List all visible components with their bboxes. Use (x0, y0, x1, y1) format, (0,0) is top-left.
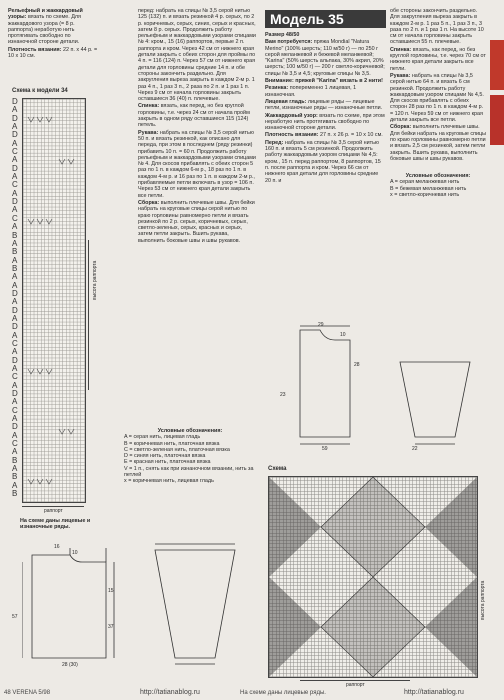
pered-label: Перед: (265, 139, 284, 146)
dim-15: 15 (108, 588, 114, 594)
rez-label: Резинка: (265, 85, 289, 92)
red-tab (490, 40, 504, 90)
lic-label: Лицевая гладь: (265, 98, 307, 105)
attention-text: Внимание: пряжей "Karina" вязать в 2 нити! (265, 78, 383, 85)
r-rukava-label: Рукава: (390, 72, 411, 79)
dim-57: 57 (12, 614, 18, 620)
material-label: Вам потребуется: (265, 39, 313, 46)
rez-text: попеременно 1 лицевая, 1 изнаночная. (265, 85, 357, 98)
legend-a: A = серая нить, лицевая гладь (124, 434, 201, 441)
density-text: 22 п. x 44 р. = 10 x 10 см. (8, 46, 98, 60)
rapport-height-line (88, 240, 89, 390)
spina-text: вязать, как перед, но без круглой горловины, т.е. через 24 см от начала пройм закрыть в одном ряду оставшиеся 115 (124) петель. (138, 103, 250, 129)
lic-text: лицевые ряды — лицевые петли, изнаночные ряды — изнаночные петли. (265, 98, 383, 112)
dim-10: 10 (72, 550, 78, 556)
zhak-label: Жаккардовый узор: (265, 112, 318, 119)
legend-b: B = коричневая нить, платочная вязка (124, 440, 220, 447)
size-label: Размер 48/50 (265, 32, 300, 38)
legend-x: x = коричневая нить, лицевая гладь (124, 478, 214, 485)
pered-text: набрать на спицы № 3,5 серой нитью 160 п. и вязать 5 см резинкой. Продолжить работу жаккардовым узором спицами № 4,5: кром., 15 п. перед раппортом, 8 раппортов, 15 п. после раппорта и кром. Через 66 см от нижнего края детали для горловины средние 20 п. и (265, 139, 381, 184)
r-dim-10: 10 (340, 332, 346, 338)
big-scheme-title: Схема (268, 466, 287, 472)
front-text: перед: набрать на спицы № 3,5 серой нитью 125 (132) п. и вязать резинкой 4 р. серых, по 2 р. коричневых, серых, синих, серых и красных, затем 8 р. серых. Продолжить работу рельефным и жаккардовыми узорами спицами № 4: кром., 15 (16) раппортов, первые 2 п. раппорта и кром. Через 42 см от нижнего края детали закрыть с обеих сторон для проймы по 4 п. = 116 (124) п. Через 57 см от нижнего края детали для горловины средние 14 п. и обе стороны закончить раздельно. Для закругления выреза закрыть в каждом 2-м р. 1 раз 4 п., 1 раз 3 п., 2 раза по 2 п. и 1 раз 1 п. Через 9 см от начала горловины закрыть оставшиеся 36 (40) п. плечевые. (138, 8, 256, 103)
red-tab-lower (490, 95, 504, 145)
r-dim-29: 29 (318, 322, 324, 328)
spina-label: Спинка: (138, 103, 160, 110)
right-side-column (390, 8, 486, 198)
r-dim-28: 28 (354, 362, 360, 368)
model-35-grid (268, 476, 478, 678)
relief-text: вязать по схеме. Для жаккардового узора (= 8 р. раппорта) неработую нить протягивать свободно по изнаночной стороне детали. (8, 14, 81, 46)
pattern-letter-column: DADADACADACADACABABABAADADADACADACADACADACABABAB (12, 97, 18, 499)
r-spina-label: Спинка: (390, 46, 412, 53)
big-rapport-height: высота раппорта (480, 580, 486, 620)
grid-marks (23, 99, 85, 502)
r-rukava-text: набрать на спицы № 3,5 серой нитью 64 п. и вязать 6 см резинкой. Продолжить работу жаккардовым узором спицами № 4,5. Для скосов прибавлять с обеих сторон 28 раз по 1 п. в каждом 4-м р. = 120 п. Через 59 см от нижнего края детали закрыть все петли. (390, 72, 484, 124)
front-back-diagram (22, 540, 122, 670)
legend-d: D = синяя нить, платочная вязка (124, 453, 206, 460)
legend-v: V = 1 п., снять как при изнаночном вязании, нить за петлей (124, 465, 254, 479)
watermark-right: http://tatianablog.ru (404, 689, 464, 696)
scheme-34-grid (22, 98, 86, 503)
r-dim-23: 23 (280, 392, 286, 398)
r-sborka-text: выполнить плечевые швы. Для бейки набрать на круговые спицы по краю горловины равномерно петли и вязать 2,5 см резинкой, затем петли закрыть. Вшить рукава, выполнить боковые швы и швы рукавов. (390, 124, 486, 162)
big-rapport-line (300, 680, 410, 681)
sleeve-diagram-34 (135, 540, 255, 670)
rapport-width-line (22, 506, 84, 507)
big-scheme-note: На схеме даны лицевые ряды. (240, 690, 326, 696)
left-note: На схеме даны лицевые и изнаночные ряды. (20, 518, 91, 531)
dim-16: 16 (54, 544, 60, 550)
diamond-pattern (269, 477, 477, 677)
zhak-text: вязать по схеме, при этом неработую нить протягивать свободно по изнаночной стороне детали. (265, 112, 385, 132)
big-rapport-label: раппорт (346, 682, 365, 688)
rukava-label: Рукава: (138, 129, 159, 136)
rukava-text: набрать на спицы № 3,5 серой нитью 50 п. и вязать резинкой, как описано для переда, при этом в последнем (ряду резинки) прибавить 10 п. = 60 п. Продолжить работу рельефным и жаккардовыми узорами спицами № 4. Для скосов прибавлять с обеих сторон 5 раз по 1 п. в каждом 6-м р., 18 раз по 1 п. в каждом 4-м р. и 16 раз по 1 п. в каждом 2-м р., прибавляемые петли включать в узор = 106 п. Через 53 см от нижнего края детали закрыть все петли. (138, 129, 256, 199)
dim-28-30: 28 (30) (62, 662, 78, 668)
model-title: Модель 35 (265, 10, 386, 28)
relief-heading: Рельефный и жаккардовый узоры: (8, 8, 83, 21)
r-dim-22: 22 (412, 446, 418, 452)
legend-title: Условные обозначения: (157, 428, 223, 434)
legend-c: C = светло-зеленая нить, платочная вязка (124, 446, 230, 453)
legend-e: E = красная нить, платочная вязка (124, 459, 211, 466)
right-main-column (265, 32, 385, 185)
right-top-text: обе стороны закончить раздельно. Для закругления выреза закрыть в каждом 2-м р. 1 раз 5 п., 1 раз 3 п., 3 раза по 2 п. и 1 раз 1 п. На высоте 10 см от начала горловины закрыть оставшиеся 55 п. плечевые. (390, 8, 484, 46)
rapport-label: раппорт (44, 508, 63, 514)
middle-column (138, 8, 256, 245)
r-legend-a: A = серая меланжевая нить (390, 179, 460, 186)
dim-37: 37 (108, 624, 114, 630)
sborka-label: Сборка: (138, 199, 160, 206)
middle-legend (124, 428, 256, 485)
rapport-height-label: высота раппорта (92, 260, 98, 300)
material-text: пряжа Mondial "Natura Merino" (100% шерсть; 110 м/50 г) — по 250 г серой меланжевой и бежевой меланжевой; "Karina" (50% шерсть альпака, 30% акрил, 20% шерсть; 100 м/50 г) — 200 г светло-коричневой; спицы № 3,5 и 4,5; круговые спицы № 3,5. (265, 39, 385, 77)
left-column (8, 8, 98, 60)
r-dim-59: 59 (322, 446, 328, 452)
r-legend-x: x = светло-коричневая нить (390, 192, 460, 199)
page-number: 48 VERENA 5/98 (4, 690, 51, 696)
sborka-text: выполнить плечевые швы. Для бейки набрать на круговые спицы серой нитью по краю горловины равномерно петли и вязать резинкой по 2 р. серых, коричневых, серых, светло-зеленых, серых, красных и серых, затем петли закрыть. Вшить рукава, выполнить боковые швы и швы рукавов. (138, 199, 255, 244)
r-sborka-label: Сборка: (390, 124, 412, 131)
r-spina-text: вязать, как перед, но без круглой горловины, т.е. через 70 см от нижнего края детали закрыть все петли. (390, 46, 486, 72)
model-35-diagrams (290, 322, 490, 462)
r-legend-b: B = бежевая меланжевая нить (390, 185, 467, 192)
r-legend-title: Условные обозначения: (405, 173, 471, 180)
density-label: Плотность вязания: (8, 46, 62, 53)
scheme-34-title: Схема к модели 34 (12, 88, 68, 94)
dens-text: 27 п. x 26 р. = 10 x 10 см. (319, 132, 383, 139)
watermark-center: http://tatianablog.ru (140, 689, 200, 696)
dens-label: Плотность вязания: (265, 132, 319, 139)
